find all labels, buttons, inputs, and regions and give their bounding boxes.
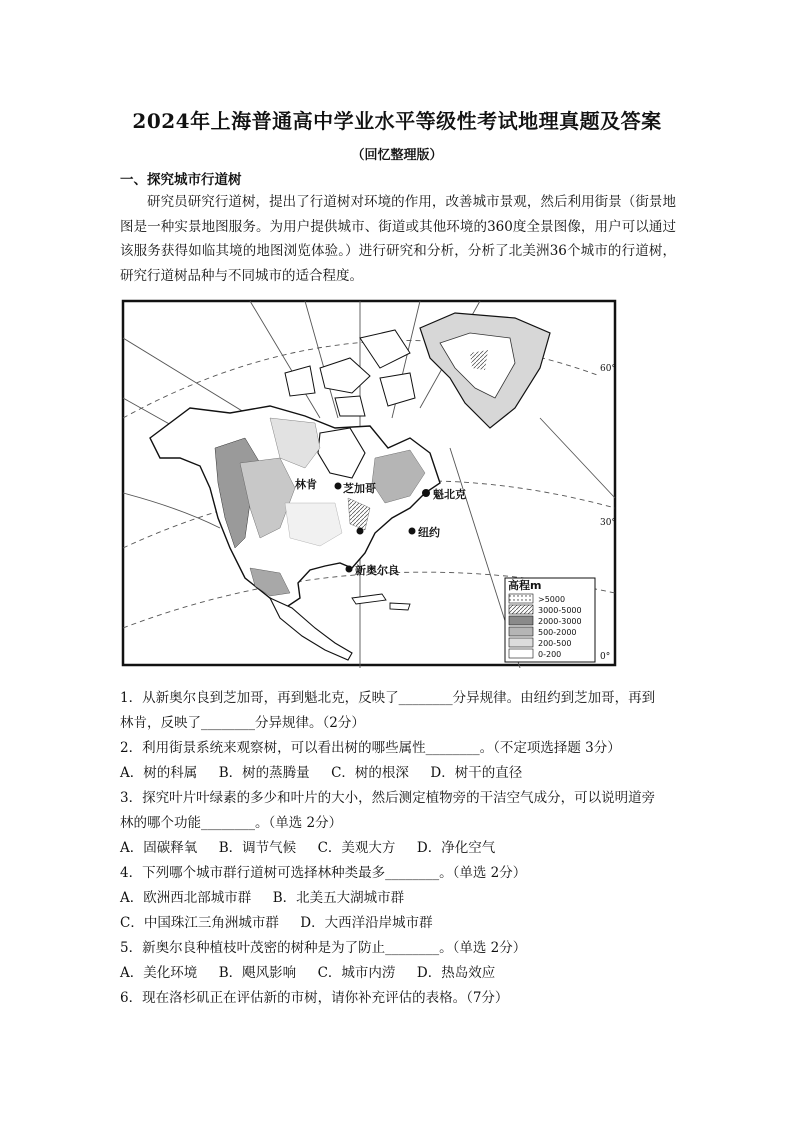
question-3-options: A．固碳释氧 B．调节气候 C．美观大方 D．净化空气 xyxy=(120,840,496,856)
section-heading: 一、探究城市行道树 xyxy=(120,172,242,188)
city-label-newyork: 纽约 xyxy=(418,526,440,539)
legend-item: 0-200 xyxy=(538,650,562,659)
legend-item: 200-500 xyxy=(538,639,572,648)
question-1-line-2: 林肯，反映了________分异规律。（2分） xyxy=(120,715,365,731)
lat-label-60: 60° xyxy=(600,364,616,374)
question-1-line-1: 1．从新奥尔良到芝加哥，再到魁北克，反映了________分异规律。由纽约到芝加哥，再到 xyxy=(120,690,656,706)
question-6: 6．现在洛杉矶正在评估新的市树，请你补充评估的表格。（7分） xyxy=(120,990,509,1006)
question-4: 4．下列哪个城市群行道树可选择林种类最多________。（单选 2分） xyxy=(120,865,527,881)
legend-item: 500-2000 xyxy=(538,628,577,637)
question-5-options: A．美化环境 B．飓风影响 C．城市内涝 D．热岛效应 xyxy=(120,965,496,981)
city-label-neworleans: 新奥尔良 xyxy=(355,564,399,577)
question-list xyxy=(120,686,680,1011)
page-title: 2024年上海普通高中学业水平等级性考试地理真题及答案 xyxy=(132,109,662,133)
city-label-chicago: 芝加哥 xyxy=(343,482,376,495)
city-label-lincoln: 林肯 xyxy=(295,478,317,491)
intro-paragraph: 研究员研究行道树，提出了行道树对环境的作用，改善城市景观，然后利用街景（街景地图是一种实景地图服务。为用户提供城市、街道或其他环境的360度全景图像，用户可以通过该服务获得如临其境的地图浏览体验。）进行研究和分析，分析了北美洲36个城市的行道树，研究行道树品种与不同城市的适合程度。 xyxy=(120,194,676,284)
legend-item: 3000-5000 xyxy=(538,606,582,615)
question-3-line-1: 3．探究叶片叶绿素的多少和叶片的大小，然后测定植物旁的干洁空气成分，可以说明道旁 xyxy=(120,790,656,806)
lat-label-0: 0° xyxy=(600,652,611,662)
legend-title: 高程m xyxy=(508,579,542,592)
north-america-map xyxy=(120,298,618,668)
question-2-options: A．树的科属 B．树的蒸腾量 C．树的根深 D．树干的直径 xyxy=(120,765,523,781)
legend-item: >5000 xyxy=(538,595,566,604)
lat-label-30: 30° xyxy=(600,518,616,528)
question-3-line-2: 林的哪个功能________。（单选 2分） xyxy=(120,815,343,831)
question-5: 5．新奥尔良种植枝叶茂密的树种是为了防止________。（单选 2分） xyxy=(120,940,527,956)
elevation-legend xyxy=(505,578,595,662)
question-2: 2．利用街景系统来观察树，可以看出树的哪些属性________。（不定项选择题 3分） xyxy=(120,740,621,756)
question-4-options-1: A．欧洲西北部城市群 B．北美五大湖城市群 xyxy=(120,890,405,906)
page-subtitle: （回忆整理版） xyxy=(351,148,443,163)
legend-item: 2000-3000 xyxy=(538,617,582,626)
city-lincoln xyxy=(295,477,317,491)
question-4-options-2: C．中国珠江三角洲城市群 D．大西洋沿岸城市群 xyxy=(120,915,433,931)
city-label-quebec: 魁北克 xyxy=(433,488,466,501)
